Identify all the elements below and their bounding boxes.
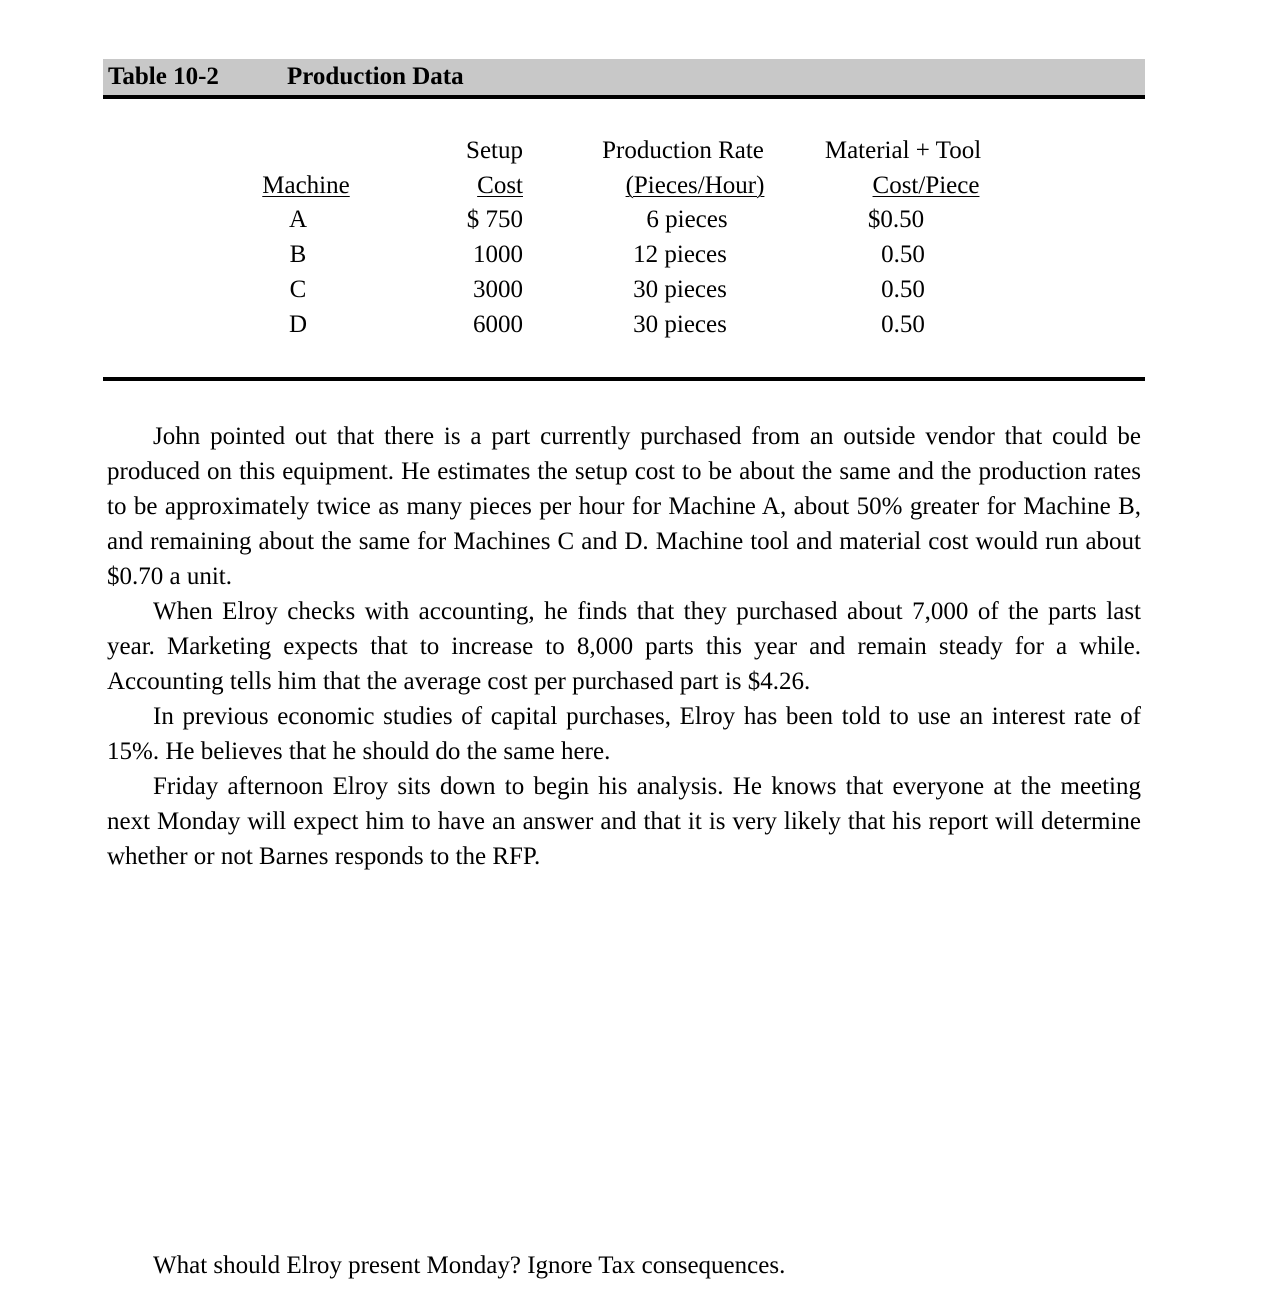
table-cell-rate: 30 pieces bbox=[633, 311, 727, 338]
header-rate-line2: (Pieces/Hour) bbox=[625, 172, 765, 199]
table-cell-material: 0.50 bbox=[881, 311, 925, 338]
table-number: Table 10-2 bbox=[108, 63, 219, 90]
header-setup-line2: Cost bbox=[477, 172, 523, 199]
table-cell-machine: A bbox=[288, 206, 308, 233]
table-cell-material: 0.50 bbox=[881, 241, 925, 268]
header-setup-line1: Setup bbox=[466, 137, 523, 164]
table-title: Production Data bbox=[287, 63, 464, 90]
header-rate-line1: Production Rate bbox=[602, 137, 764, 164]
question-prompt: What should Elroy present Monday? Ignore Tax consequences. bbox=[153, 1252, 786, 1279]
header-machine: Machine bbox=[262, 172, 350, 199]
table-cell-material: $0.50 bbox=[867, 206, 925, 233]
table-cell-rate: 6 pieces bbox=[646, 206, 728, 233]
case-narrative bbox=[107, 419, 1141, 874]
table-cell-setup: 6000 bbox=[473, 311, 523, 338]
header-material-line2: Cost/Piece bbox=[872, 172, 980, 199]
paragraph: When Elroy checks with accounting, he finds that they purchased about 7,000 of the parts last year. Marketing expects that to increase to 8,000 parts this year and remain steady for a while. Accounting tells him that the average cost per purchased part is $4.26. bbox=[107, 598, 1141, 695]
table-cell-rate: 30 pieces bbox=[633, 276, 727, 303]
table-cell-setup: 1000 bbox=[473, 241, 523, 268]
table-caption-bar bbox=[103, 59, 1145, 99]
paragraph: John pointed out that there is a part currently purchased from an outside vendor that could be produced on this equipment. He estimates the setup cost to be about the same and the production rates to be approximately twice as many pieces per hour for Machine A, about 50% greater for Machine B, and remaining about the same for Machines C and D. Machine tool and material cost would run about $0.70 a unit. bbox=[107, 423, 1141, 590]
table-cell-setup: $ 750 bbox=[466, 206, 523, 233]
paragraph: Friday afternoon Elroy sits down to begin his analysis. He knows that everyone at the meeting next Monday will expect him to have an answer and that it is very likely that his report will determine whether or not Barnes responds to the RFP. bbox=[107, 773, 1141, 870]
table-cell-rate: 12 pieces bbox=[633, 241, 727, 268]
table-cell-machine: D bbox=[288, 311, 308, 338]
paragraph: In previous economic studies of capital purchases, Elroy has been told to use an interest rate of 15%. He believes that he should do the same here. bbox=[107, 703, 1141, 765]
header-material-line1: Material + Tool bbox=[824, 137, 982, 164]
table-cell-machine: B bbox=[289, 241, 307, 268]
table-cell-material: 0.50 bbox=[881, 276, 925, 303]
table-cell-setup: 3000 bbox=[473, 276, 523, 303]
table-cell-machine: C bbox=[289, 276, 307, 303]
table-bottom-rule bbox=[103, 377, 1145, 381]
